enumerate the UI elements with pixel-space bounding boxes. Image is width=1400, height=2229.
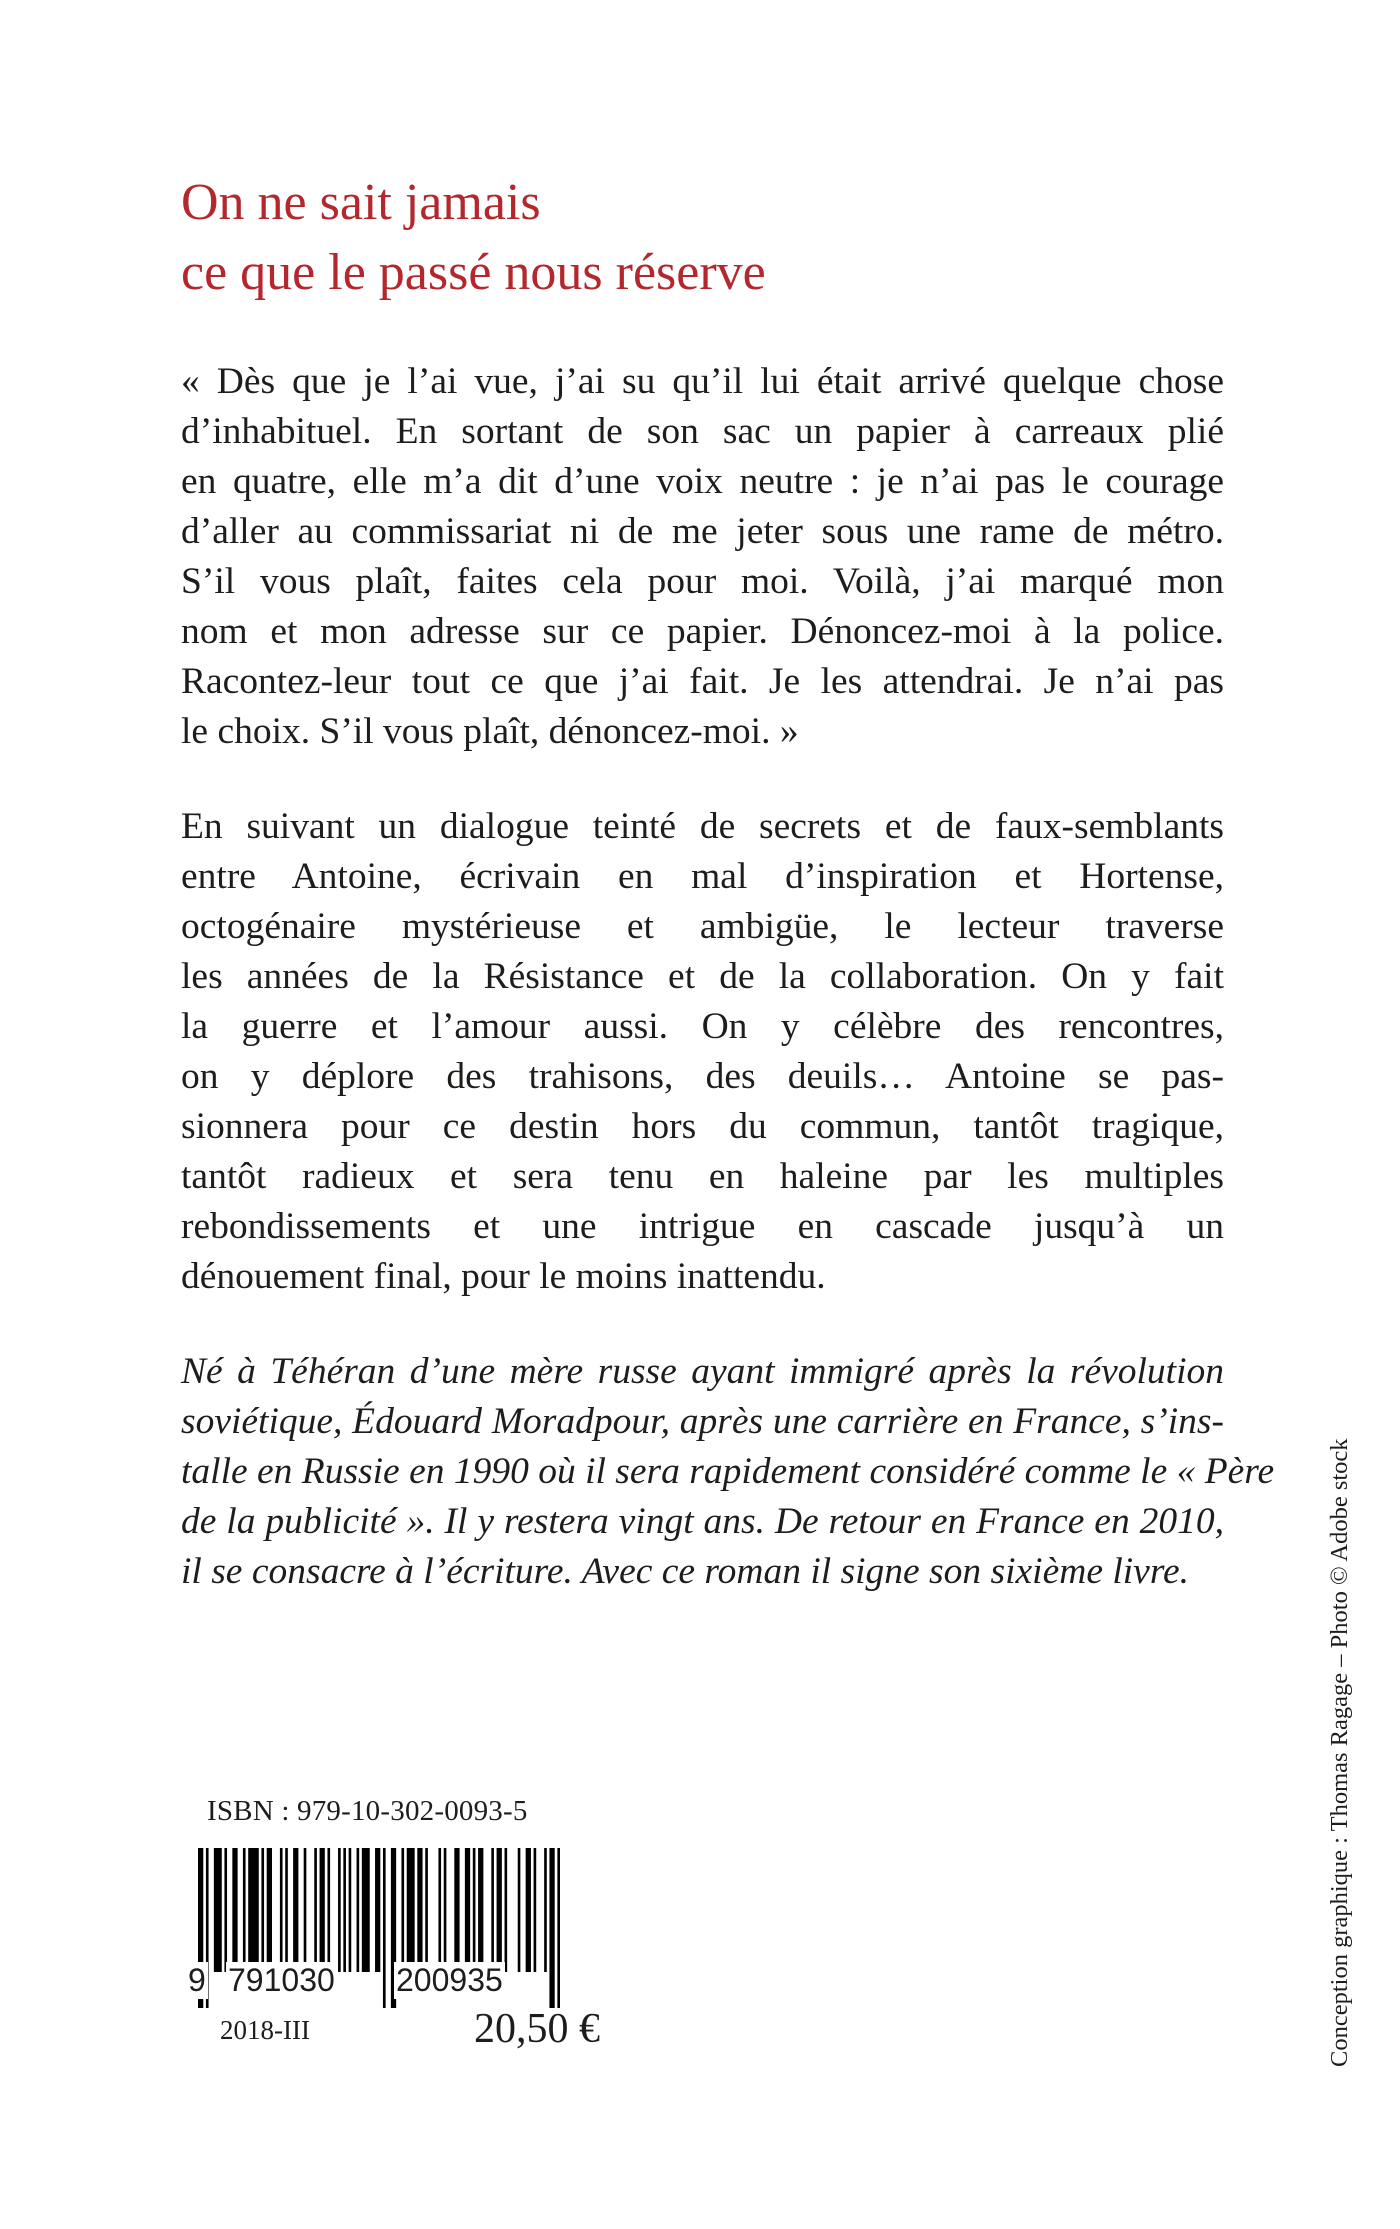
barcode-bar — [362, 1848, 370, 1972]
edition-code: 2018-III — [220, 2015, 310, 2045]
barcode-bar — [497, 1848, 502, 1972]
title-line-2: ce que le passé nous réserve — [181, 244, 766, 301]
title-line-1: On ne sait jamais — [181, 174, 541, 231]
synopsis-line: on y déplore des trahisons, des deuils… Antoine se pas- — [181, 1056, 1224, 1097]
photo-credit — [1326, 1347, 1358, 2067]
quote-line: en quatre, elle m’a dit d’une voix neutre : je n’ai pas le courage — [181, 461, 1224, 502]
quote-line: S’il vous plaît, faites cela pour moi. Voilà, j’ai marqué mon — [181, 561, 1224, 602]
barcode-bar — [505, 1848, 508, 1972]
barcode-bar — [478, 1848, 483, 1972]
barcode-bar — [280, 1848, 283, 1972]
synopsis-line: tantôt radieux et sera tenu en haleine par les multiples — [181, 1156, 1224, 1197]
bio-line: talle en Russie en 1990 où il sera rapidement considéré comme le « Père — [181, 1451, 1275, 1492]
barcode-bar — [425, 1848, 428, 1972]
photo-credit-text: Conception graphique : Thomas Ragage – Photo © Adobe stock — [1326, 1438, 1353, 2067]
barcode-bar — [327, 1848, 330, 1972]
barcode-digit-first: 9 — [188, 1962, 206, 1998]
barcode-bar — [444, 1848, 447, 1972]
excerpt-quote — [181, 357, 1224, 757]
quote-line: « Dès que je l’ai vue, j’ai su qu’il lui était arrivé quelque chose — [181, 361, 1224, 402]
barcode-bar — [401, 1848, 404, 1972]
bio-line: il se consacre à l’écriture. Avec ce roman il signe son sixième livre. — [181, 1551, 1190, 1592]
author-bio — [181, 1347, 1275, 1597]
synopsis-line: les années de la Résistance et de la collaboration. On y fait — [181, 956, 1224, 997]
barcode-bar — [473, 1848, 476, 1972]
synopsis-line: entre Antoine, écrivain en mal d’inspiration et Hortense, — [181, 856, 1224, 897]
barcode-digits — [186, 1962, 566, 2008]
barcode-bar — [224, 1848, 227, 1972]
synopsis-line: sionnera pour ce destin hors du commun, tantôt tragique, — [181, 1106, 1224, 1147]
barcode-bar — [375, 1848, 380, 1972]
barcode-digits-right: 200935 — [396, 1962, 503, 1998]
synopsis-line: rebondissements et une intrigue en cascade jusqu’à un — [181, 1206, 1224, 1247]
barcode-bar — [438, 1848, 441, 1972]
price: 20,50 € — [474, 2006, 600, 2052]
synopsis-paragraph — [181, 802, 1224, 1302]
barcode-bar — [304, 1848, 307, 1972]
barcode-bar — [314, 1848, 317, 1972]
bio-line: de la publicité ». Il y restera vingt ans. De retour en France en 2010, — [181, 1501, 1224, 1542]
quote-line: d’aller au commissariat ni de me jeter sous une rame de métro. — [181, 511, 1224, 552]
barcode-bar — [261, 1848, 264, 1972]
barcode-bar — [293, 1848, 298, 1972]
barcode-bar — [534, 1848, 537, 1972]
synopsis-line: la guerre et l’amour aussi. On y célèbre des rencontres, — [181, 1006, 1224, 1047]
quote-line: Racontez-leur tout ce que j’ai fait. Je les attendrai. Je n’ai pas — [181, 661, 1224, 702]
barcode-bar — [343, 1848, 346, 1972]
barcode-bar — [267, 1848, 272, 1972]
barcode-bar — [417, 1848, 422, 1972]
barcode-bar — [357, 1848, 360, 1972]
barcode-bar — [349, 1848, 352, 1972]
barcode-bar — [465, 1848, 470, 1972]
barcode-bar — [454, 1848, 459, 1972]
synopsis-line: octogénaire mystérieuse et ambigüe, le lecteur traverse — [181, 906, 1224, 947]
barcode-bar — [518, 1848, 521, 1972]
barcode-bar — [243, 1848, 246, 1972]
quote-line: d’inhabituel. En sortant de son sac un papier à carreaux plié — [181, 411, 1224, 452]
barcode-bar — [248, 1848, 259, 1972]
barcode-bar — [544, 1848, 547, 1972]
barcode-bar — [526, 1848, 531, 1972]
barcode-bar — [232, 1848, 237, 1972]
quote-line: le choix. S’il vous plaît, dénoncez-moi. » — [181, 711, 799, 752]
barcode-bar — [214, 1848, 222, 1972]
barcode-bar — [491, 1848, 494, 1972]
barcode-bar — [285, 1848, 288, 1972]
barcode-digits-left: 791030 — [228, 1962, 335, 1998]
synopsis-line: dénouement final, pour le moins inattendu. — [181, 1256, 826, 1297]
bio-line: soviétique, Édouard Moradpour, après une carrière en France, s’ins- — [181, 1401, 1224, 1442]
isbn-text: ISBN : 979-10-302-0093-5 — [207, 1795, 528, 1827]
bio-line: Né à Téhéran d’une mère russe ayant immigré après la révolution — [181, 1351, 1224, 1392]
synopsis-line: En suivant un dialogue teinté de secrets et de faux-semblants — [181, 806, 1224, 847]
barcode-bar — [338, 1848, 341, 1972]
barcode-bar — [407, 1848, 415, 1972]
quote-line: nom et mon adresse sur ce papier. Dénoncez-moi à la police. — [181, 611, 1224, 652]
barcode-bar — [320, 1848, 325, 1972]
book-title — [181, 168, 1281, 308]
